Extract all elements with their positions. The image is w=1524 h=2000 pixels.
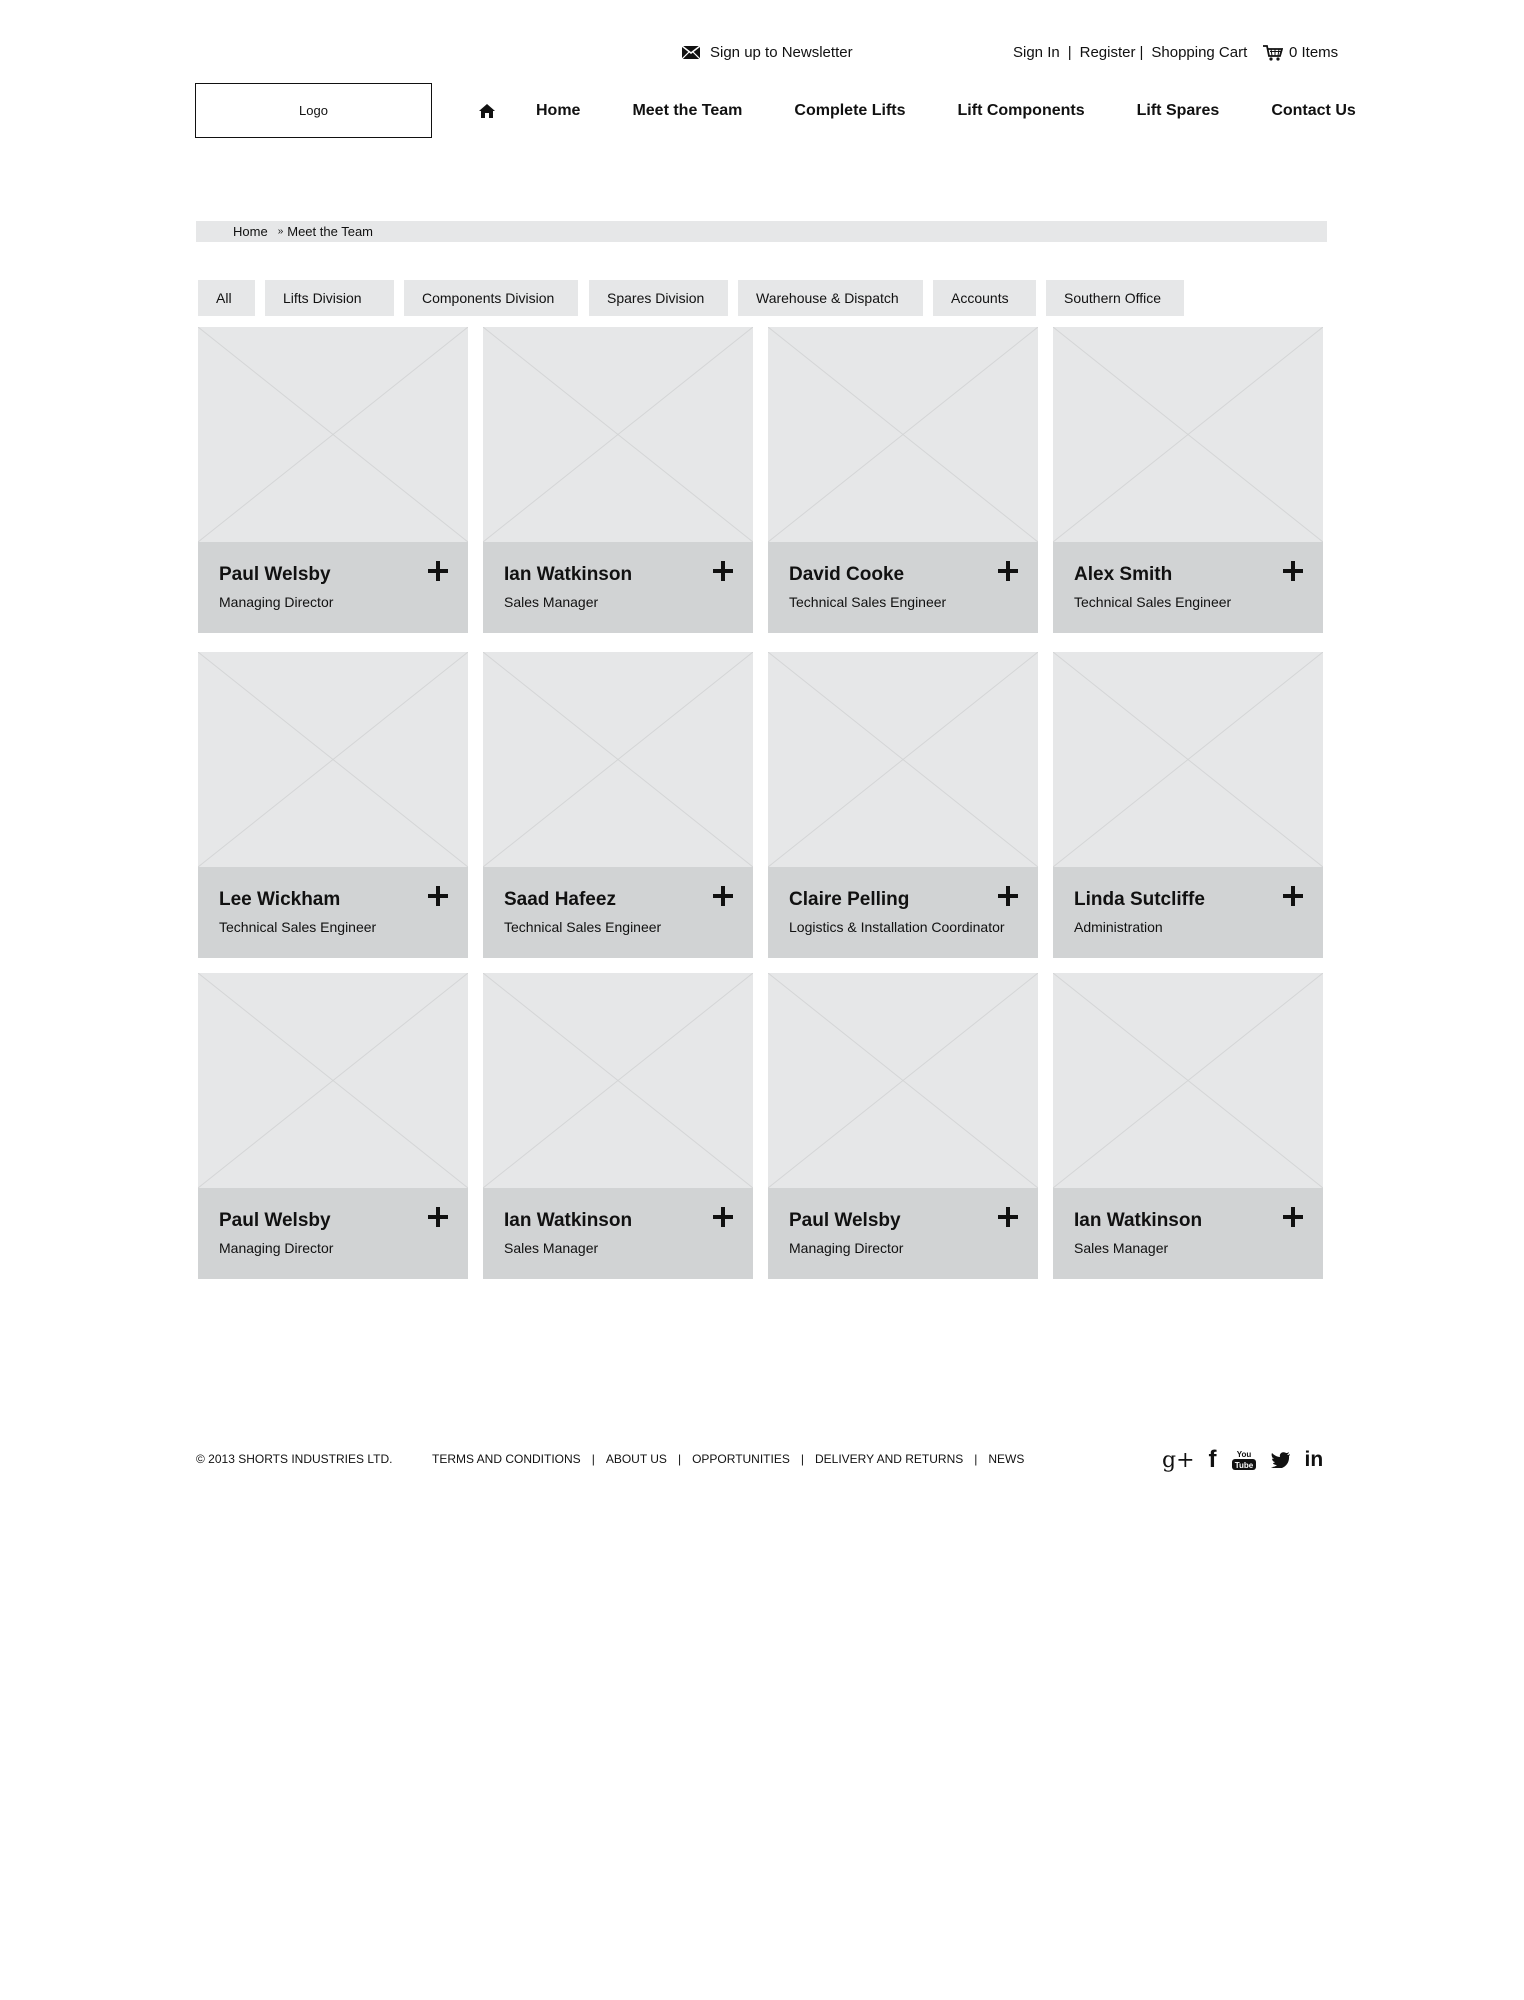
filter-tab-warehouse-dispatch[interactable]: Warehouse & Dispatch	[738, 280, 923, 316]
shopping-cart-link[interactable]: Shopping Cart	[1151, 44, 1248, 61]
expand-plus-icon[interactable]	[998, 1207, 1018, 1227]
google-plus-icon[interactable]	[1162, 1449, 1195, 1471]
envelope-icon	[682, 46, 700, 59]
image-placeholder-icon	[768, 652, 1038, 867]
footer-link-news[interactable]: NEWS	[988, 1452, 1025, 1466]
nav-item-meet-the-team[interactable]: Meet the Team	[632, 102, 743, 119]
register-link[interactable]: Register	[1079, 44, 1136, 61]
member-role: Technical Sales Engineer	[1074, 594, 1232, 610]
member-role: Managing Director	[789, 1240, 904, 1256]
image-placeholder-icon	[198, 652, 468, 867]
image-placeholder-icon	[483, 327, 753, 542]
breadcrumb-separator: »	[277, 226, 284, 237]
expand-plus-icon[interactable]	[998, 886, 1018, 906]
breadcrumb-home-link[interactable]: Home	[233, 224, 268, 239]
expand-plus-icon[interactable]	[1283, 1207, 1303, 1227]
footer-link-terms[interactable]: TERMS AND CONDITIONS	[432, 1452, 581, 1466]
photo-placeholder	[198, 973, 468, 1188]
photo-placeholder	[483, 973, 753, 1188]
separator: |	[591, 1452, 595, 1466]
member-name: Paul Welsby	[789, 1210, 901, 1231]
team-member-card[interactable]	[1053, 652, 1323, 958]
team-member-card[interactable]	[1053, 327, 1323, 633]
member-name: Claire Pelling	[789, 889, 910, 910]
nav-item-lift-components[interactable]: Lift Components	[957, 102, 1085, 119]
expand-plus-icon[interactable]	[1283, 886, 1303, 906]
sign-in-link[interactable]: Sign In	[1013, 44, 1060, 61]
expand-plus-icon[interactable]	[713, 886, 733, 906]
image-placeholder-icon	[1053, 973, 1323, 1188]
footer-link-opportunities[interactable]: OPPORTUNITIES	[692, 1452, 790, 1466]
logo[interactable]	[195, 83, 432, 138]
top-utility-bar	[0, 44, 1524, 68]
filter-tab-components-division[interactable]: Components Division	[404, 280, 578, 316]
filter-tab-southern-office[interactable]: Southern Office	[1046, 280, 1184, 316]
youtube-icon-graphic	[1231, 1449, 1257, 1471]
linkedin-icon-glyph: in	[1304, 1448, 1324, 1471]
member-role: Technical Sales Engineer	[504, 919, 662, 935]
separator: |	[1139, 44, 1144, 61]
footer	[0, 1446, 1524, 1473]
facebook-icon-glyph: f	[1208, 1446, 1217, 1473]
photo-placeholder	[768, 327, 1038, 542]
google-plus-icon-glyph: g+	[1162, 1447, 1195, 1473]
member-info-panel	[483, 1188, 753, 1279]
member-role: Technical Sales Engineer	[219, 919, 377, 935]
expand-plus-icon[interactable]	[428, 886, 448, 906]
photo-placeholder	[1053, 973, 1323, 1188]
member-role: Administration	[1074, 919, 1163, 935]
home-icon[interactable]	[478, 102, 496, 120]
breadcrumb-current: Meet the Team	[287, 224, 374, 239]
member-name: Ian Watkinson	[504, 564, 633, 585]
team-member-card[interactable]	[198, 652, 468, 958]
member-info-panel	[768, 542, 1038, 633]
image-placeholder-icon	[198, 327, 468, 542]
photo-placeholder	[768, 652, 1038, 867]
member-name: Ian Watkinson	[504, 1210, 633, 1231]
logo-text: Logo	[299, 103, 328, 118]
team-member-card[interactable]	[483, 327, 753, 633]
expand-plus-icon[interactable]	[428, 561, 448, 581]
member-name: David Cooke	[789, 564, 905, 585]
photo-placeholder	[198, 652, 468, 867]
expand-plus-icon[interactable]	[713, 1207, 733, 1227]
team-filter-tabs	[0, 280, 1524, 316]
member-info-panel	[198, 867, 468, 958]
separator: |	[677, 1452, 682, 1466]
cart-count: 0 Items	[1289, 44, 1339, 61]
account-links	[1013, 44, 1247, 61]
member-info-panel	[1053, 1188, 1323, 1279]
member-info-panel	[198, 542, 468, 633]
social-links	[1162, 1446, 1324, 1473]
filter-tab-lifts-division[interactable]: Lifts Division	[265, 280, 394, 316]
member-name: Lee Wickham	[219, 889, 341, 910]
twitter-bird-graphic	[1271, 1452, 1291, 1468]
image-placeholder-icon	[198, 973, 468, 1188]
team-member-card[interactable]	[198, 973, 468, 1279]
nav-item-lift-spares[interactable]: Lift Spares	[1136, 102, 1220, 119]
member-name: Ian Watkinson	[1074, 1210, 1203, 1231]
member-role: Sales Manager	[1074, 1240, 1169, 1256]
separator: |	[1067, 44, 1072, 61]
image-placeholder-icon	[483, 652, 753, 867]
nav-item-home[interactable]: Home	[536, 102, 581, 119]
separator: |	[974, 1452, 978, 1466]
member-info-panel	[198, 1188, 468, 1279]
image-placeholder-icon	[1053, 652, 1323, 867]
team-member-card[interactable]	[483, 652, 753, 958]
member-role: Logistics & Installation Coordinator	[789, 919, 1005, 935]
team-member-card[interactable]	[768, 327, 1038, 633]
footer-link-about-us[interactable]: ABOUT US	[605, 1452, 667, 1466]
team-member-card[interactable]	[768, 652, 1038, 958]
linkedin-icon[interactable]	[1305, 1449, 1324, 1471]
team-member-card[interactable]	[1053, 973, 1323, 1279]
photo-placeholder	[1053, 327, 1323, 542]
facebook-icon[interactable]	[1208, 1446, 1217, 1473]
twitter-icon[interactable]	[1271, 1449, 1291, 1471]
expand-plus-icon[interactable]	[713, 561, 733, 581]
nav-item-complete-lifts[interactable]: Complete Lifts	[794, 102, 906, 119]
newsletter-label: Sign up to Newsletter	[710, 44, 853, 61]
cart-items-button[interactable]	[1263, 44, 1338, 61]
member-name: Alex Smith	[1074, 564, 1173, 585]
member-info-panel	[483, 542, 753, 633]
svg-text:You: You	[1236, 1450, 1251, 1459]
image-placeholder-icon	[1053, 327, 1323, 542]
photo-placeholder	[483, 327, 753, 542]
team-member-card[interactable]	[768, 973, 1038, 1279]
member-role: Technical Sales Engineer	[789, 594, 947, 610]
member-info-panel	[1053, 867, 1323, 958]
expand-plus-icon[interactable]	[998, 561, 1018, 581]
expand-plus-icon[interactable]	[428, 1207, 448, 1227]
member-role: Sales Manager	[504, 1240, 599, 1256]
team-member-card[interactable]	[198, 327, 468, 633]
photo-placeholder	[768, 973, 1038, 1188]
image-placeholder-icon	[768, 327, 1038, 542]
member-name: Linda Sutcliffe	[1074, 889, 1205, 910]
newsletter-signup-link[interactable]	[682, 44, 853, 61]
member-info-panel	[768, 867, 1038, 958]
member-role: Managing Director	[219, 1240, 334, 1256]
expand-plus-icon[interactable]	[1283, 561, 1303, 581]
youtube-icon[interactable]	[1231, 1449, 1257, 1471]
filter-tab-accounts[interactable]: Accounts	[933, 280, 1036, 316]
nav-item-contact-us[interactable]: Contact Us	[1271, 102, 1356, 119]
filter-tab-spares-division[interactable]: Spares Division	[589, 280, 728, 316]
photo-placeholder	[198, 327, 468, 542]
separator: |	[800, 1452, 804, 1466]
member-name: Saad Hafeez	[504, 889, 616, 910]
member-role: Managing Director	[219, 594, 334, 610]
member-role: Sales Manager	[504, 594, 599, 610]
main-nav	[478, 98, 1356, 124]
footer-links	[432, 1452, 1024, 1466]
photo-placeholder	[483, 652, 753, 867]
cart-icon	[1263, 45, 1283, 61]
svg-text:Tube: Tube	[1234, 1461, 1253, 1470]
member-info-panel	[768, 1188, 1038, 1279]
team-member-card[interactable]	[483, 973, 753, 1279]
member-name: Paul Welsby	[219, 564, 331, 585]
photo-placeholder	[1053, 652, 1323, 867]
copyright-text: © 2013 SHORTS INDUSTRIES LTD.	[196, 1452, 393, 1466]
member-name: Paul Welsby	[219, 1210, 331, 1231]
member-info-panel	[1053, 542, 1323, 633]
image-placeholder-icon	[483, 973, 753, 1188]
image-placeholder-icon	[768, 973, 1038, 1188]
member-info-panel	[483, 867, 753, 958]
footer-link-delivery-returns[interactable]: DELIVERY AND RETURNS	[814, 1452, 964, 1466]
breadcrumb	[196, 221, 1327, 242]
filter-tab-all[interactable]: All	[198, 280, 255, 316]
